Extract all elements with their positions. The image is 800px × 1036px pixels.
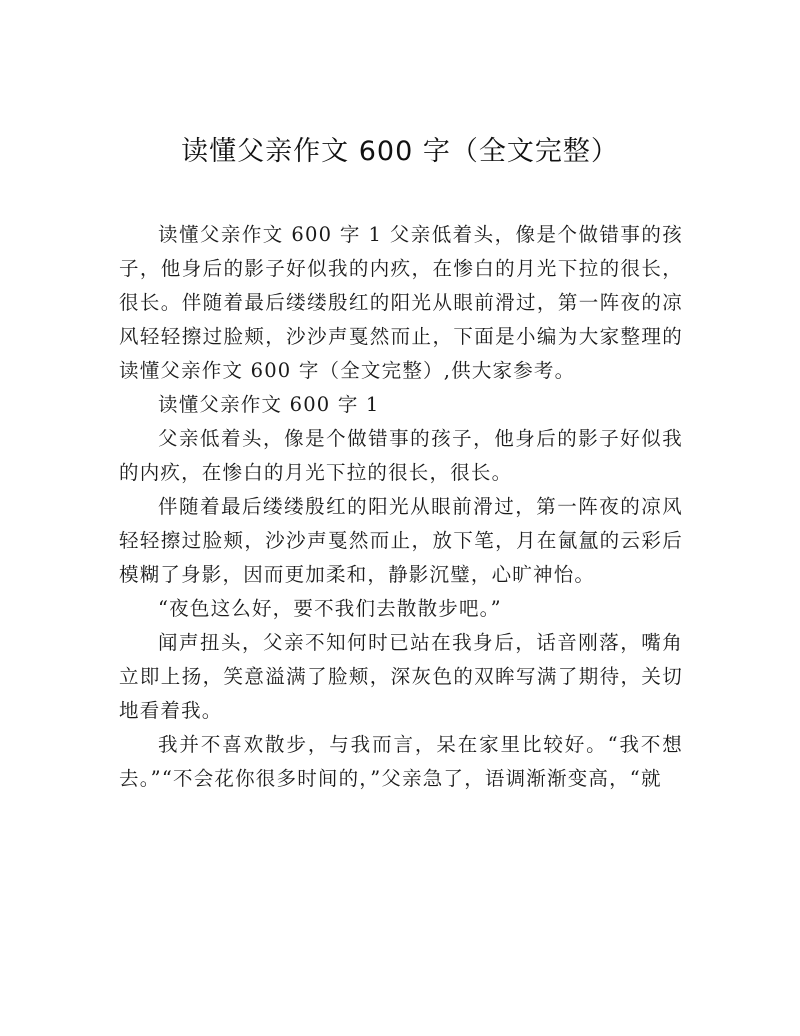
paragraph-section-heading: 读懂父亲作文 600 字 1 [158, 393, 380, 416]
paragraph-intro: 读懂父亲作文 600 字 1 父亲低着头，像是个做错事的孩子，他身后的影子好似我的内疚，在惨白的月光下拉的很长，很长。伴随着最后缕缕殷红的阳光从眼前滑过，第一阵夜的凉风轻轻擦过脸颊，沙沙声戛然而止，下面是小编为大家整理的读懂父亲作文 600 字（全文完整）,供大家参考。 [119, 223, 683, 382]
document-body [119, 218, 683, 796]
paragraph: 伴随着最后缕缕殷红的阳光从眼前滑过，第一阵夜的凉风轻轻擦过脸颊，沙沙声戛然而止，放下笔，月在氤氲的云彩后模糊了身影，因而更加柔和，静影沉璧，心旷神怡。 [119, 495, 683, 586]
paragraph: 我并不喜欢散步，与我而言，呆在家里比较好。“我不想去。”“不会花你很多时间的，”父亲急了，语调渐渐变高，“就 [119, 733, 683, 790]
document-title: 读懂父亲作文 600 字（全文完整） [181, 136, 619, 167]
paragraph-dialogue: “夜色这么好，要不我们去散散步吧。” [158, 597, 502, 620]
paragraph: 父亲低着头，像是个做错事的孩子，他身后的影子好似我的内疚，在惨白的月光下拉的很长，很长。 [119, 427, 683, 484]
paragraph: 闻声扭头，父亲不知何时已站在我身后，话音刚落，嘴角立即上扬，笑意溢满了脸颊，深灰色的双眸写满了期待，关切地看着我。 [119, 631, 683, 722]
